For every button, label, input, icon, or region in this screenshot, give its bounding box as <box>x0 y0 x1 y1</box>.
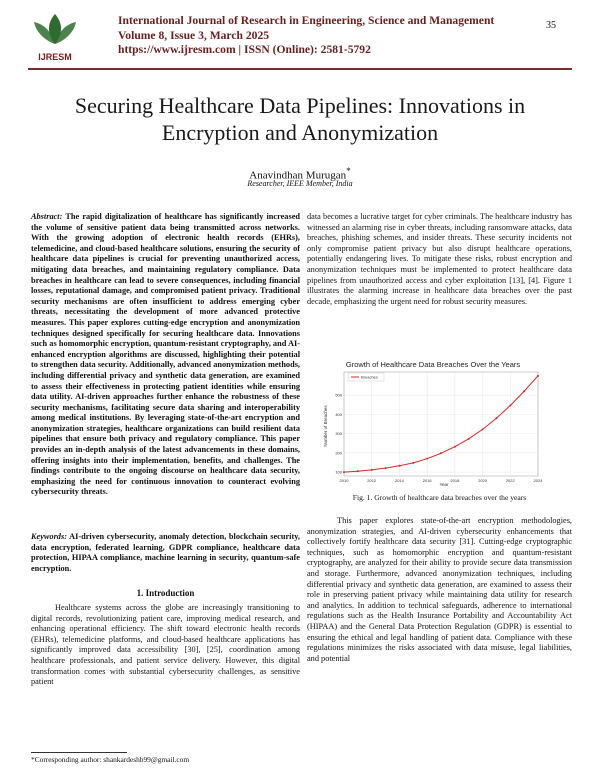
section-heading-introduction: 1. Introduction <box>136 588 195 598</box>
chart-title: Growth of Healthcare Data Breaches Over the Years <box>345 360 521 369</box>
chart-x-tick-label: 2022 <box>505 478 515 483</box>
paragraph-overview: This paper explores state-of-the-art encryption methodologies, anonymization strategies, and AI-driven cybersecurity enhancements that collectively fortify healthcare data security [31]. Cutting-edge cryptographic techniques, such as homomorphic encryption and quantum-resistant cryptography, are analyzed for their ability to provide secure data transmission and storage. Furthermore, advanced anonymization techniques, including differential privacy and synthetic data generation, are examined to assess their role in preserving patient privacy while maintaining data utility for research and analytics. In addition to technical safeguards, adherence to international regulations such as the Health Insurance Portability and Accountability Act (HIPAA) and the General Data Protection Regulation (GDPR) is essential to ensuring the ethical and legal handling of patient data. Compliance with these regulations minimizes the risks associated with data misuse, legal liabilities, and potential <box>307 516 572 663</box>
chart-x-tick-label: 2016 <box>422 478 432 483</box>
chart-x-axis-label: Year <box>439 482 449 487</box>
header-rule <box>28 68 572 70</box>
chart-data-point <box>537 375 539 377</box>
logo-text: IJRESM <box>38 52 72 62</box>
chart-data-point <box>495 417 497 419</box>
abstract <box>31 212 300 498</box>
journal-name: International Journal of Research in Engineering, Science and Management <box>118 14 495 27</box>
keywords-label: Keywords: <box>31 532 67 541</box>
footnote-rule <box>31 752 127 753</box>
keywords <box>31 532 300 574</box>
breaches-line-chart <box>320 358 546 488</box>
chart-y-tick-label: 500 <box>335 392 342 398</box>
journal-url[interactable]: https://www.ijresm.com | ISSN (Online): 2581-5792 <box>118 43 371 56</box>
chart-y-tick-label: 300 <box>335 431 342 437</box>
author-mark: * <box>346 166 351 176</box>
chart-x-tick-label: 2024 <box>533 478 543 483</box>
chart-x-tick-label: 2012 <box>367 478 377 483</box>
chart-data-point <box>357 470 359 472</box>
chart-data-point <box>343 471 345 473</box>
journal-header <box>118 14 538 58</box>
chart-data-point <box>482 428 484 430</box>
paper-title: Securing Healthcare Data Pipelines: Innovations in Encryption and Anonymization <box>74 93 526 145</box>
chart-data-point <box>412 462 414 464</box>
chart-x-tick-label: 2014 <box>394 478 404 483</box>
abstract-label: Abstract: <box>31 212 63 221</box>
right-column-lower <box>307 516 572 664</box>
chart-data-point <box>440 452 442 454</box>
chart-data-point <box>468 438 470 440</box>
chart-series-line <box>344 376 538 472</box>
chart-data-point <box>523 390 525 392</box>
chart-data-point <box>371 469 373 471</box>
chart-legend <box>348 373 384 381</box>
page-number: 35 <box>546 20 556 31</box>
journal-logo <box>28 10 82 64</box>
footnote: *Corresponding author: shankardeshb99@gmail.com <box>31 755 190 764</box>
figure-caption: Fig. 1. Growth of healthcare data breaches over the years <box>352 493 527 502</box>
journal-volume: Volume 8, Issue 3, March 2025 <box>118 28 270 42</box>
chart-data-point <box>385 467 387 469</box>
chart-data-point <box>454 446 456 448</box>
chart-data-point <box>426 458 428 460</box>
chart-y-tick-label: 200 <box>335 450 342 456</box>
author-affiliation: Researcher, IEEE Member, India <box>247 179 353 188</box>
chart-data-point <box>509 405 511 407</box>
chart-y-tick-label: 100 <box>335 469 342 475</box>
chart-x-tick-label: 2010 <box>339 478 349 483</box>
introduction-text: Healthcare systems across the globe are increasingly transitioning to digital records, revolutionizing patient care, improving medical research, and enhancing operational efficiency. The shift toward electronic health records (EHRs), telemedicine platforms, and cloud-based healthcare applications has significantly improved data accessibility [30], [25], coordination among healthcare professionals, and patient service delivery. However, this digital transformation comes with substantial cybersecurity challenges, as sensitive patient <box>31 603 300 687</box>
chart-y-axis-label: Number of Breaches <box>323 405 328 447</box>
chart-x-tick-label: 2020 <box>478 478 488 483</box>
chart-plot-frame <box>344 372 538 476</box>
chart-y-tick-label: 400 <box>335 411 342 417</box>
legend-label: Breaches <box>361 374 378 380</box>
author-name: Anavindhan Murugan <box>249 169 347 182</box>
abstract-text: The rapid digitalization of healthcare has significantly increased the volume of sensitive patient data being transmitted across networks. With the growing adoption of electronic health records (EHRs), telemedicine, and cloud-based healthcare solutions, ensuring the security of healthcare data pipelines is crucial for preventing unauthorized access, mitigating data breaches, and maintaining regulatory compliance. Data breaches in healthcare can lead to severe consequences, including financial losses, reputational damage, and compromised patient privacy. Traditional security mechanisms are often insufficient to address emerging cyber threats, necessitating the development of more advanced protective measures. This paper explores cutting-edge encryption and anonymization techniques designed specifically for securing healthcare data. Innovations such as homomorphic encryption, quantum-resistant cryptography, and AI-enhanced encryption algorithms are discussed, highlighting their potential to strengthen data security. Additionally, advanced anonymization methods, including differential privacy and synthetic data generation, are examined to assess their effectiveness in protecting patient identities while ensuring data utility. AI-driven approaches further enhance the robustness of these security mechanisms, facilitating secure data sharing and interoperability among medical institutions. By leveraging state-of-the-art encryption and anonymization strategies, healthcare organizations can build resilient data pipelines that ensure both privacy and regulatory compliance. This paper provides an in-depth analysis of the latest advancements in these domains, offering insights into their implementation, benefits, and challenges. The findings contribute to the ongoing discourse on healthcare data security, emphasizing the need for continuous innovation to counteract evolving cybersecurity threats. <box>31 212 300 497</box>
right-column-paragraph: data becomes a lucrative target for cyber criminals. The healthcare industry has witnessed an alarming rise in cyber threats, including ransomware attacks, data breaches, phishing schemes, and insider threats. These security incidents not only compromise patient privacy but also disrupt healthcare operations, potentially endangering lives. To mitigate these risks, robust encryption and anonymization techniques must be implemented to protect healthcare data pipelines from unauthorized access and cyber exploitation [13], [4]. Figure 1 illustrates the alarming increase in healthcare data breaches over the past decade, emphasizing the urgent need for robust security measures. <box>307 212 572 306</box>
chart-x-tick-label: 2018 <box>450 478 460 483</box>
chart-data-point <box>398 465 400 467</box>
keywords-text: AI-driven cybersecurity, anomaly detection, blockchain security, data encryption, federated learning, GDPR compliance, healthcare data protection, HIPAA compliance, machine learning in security, quantum-safe encryption. <box>31 532 300 573</box>
